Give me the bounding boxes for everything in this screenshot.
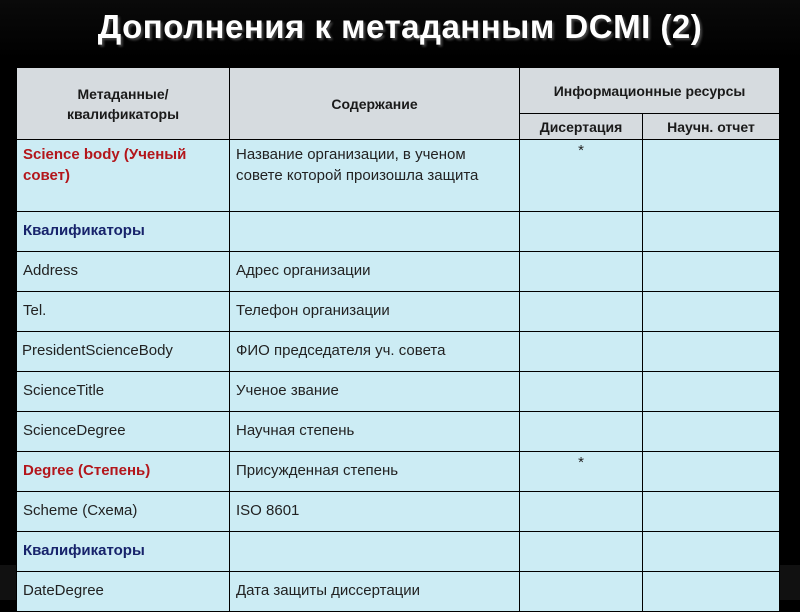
table-row — [17, 332, 780, 372]
row-dissertation-mark — [526, 332, 636, 334]
row-name: DateDegree — [23, 582, 104, 599]
header-report: Научн. отчет — [643, 114, 780, 140]
row-name: Tel. — [23, 302, 47, 319]
row-name: PresidentScienceBody — [22, 342, 173, 359]
header-content: Содержание — [230, 68, 520, 140]
row-content: Дата защиты диссертации — [236, 582, 421, 599]
header-dissertation: Дисертация — [520, 114, 643, 140]
table-row — [17, 140, 780, 212]
table-row — [17, 212, 780, 252]
row-name: Квалификаторы — [23, 222, 145, 239]
row-dissertation-mark — [526, 252, 636, 254]
row-content: Ученое звание — [236, 382, 339, 399]
table-row — [17, 532, 780, 572]
header-resources: Информационные ресурсы — [520, 68, 780, 114]
row-dissertation-mark — [526, 572, 636, 574]
row-name: Address — [23, 262, 79, 279]
row-content: Телефон организации — [236, 302, 390, 319]
row-name: ScienceTitle — [23, 382, 105, 399]
row-content: Научная степень — [236, 422, 355, 439]
table-row — [17, 292, 780, 332]
row-dissertation-mark — [526, 372, 636, 374]
row-name: Scheme (Схема) — [23, 502, 138, 519]
row-name: Квалификаторы — [23, 542, 145, 559]
row-content — [236, 212, 513, 221]
row-name: ScienceDegree — [23, 422, 126, 439]
row-dissertation-mark: * — [578, 142, 584, 159]
table-row — [17, 252, 780, 292]
row-content: Присужденная степень — [236, 462, 399, 479]
row-content: Название организации, в ученом совете которой произошла защита — [236, 146, 479, 184]
table-row — [17, 492, 780, 532]
metadata-table — [16, 67, 780, 612]
row-name: Degree (Степень) — [23, 462, 151, 479]
row-name: Science body (Ученый совет) — [23, 146, 187, 184]
header-metadata: Метаданные/ квалификаторы — [17, 68, 230, 140]
slide-title: Дополнения к метаданным DCMI (2) — [97, 8, 703, 45]
row-dissertation-mark — [526, 292, 636, 294]
table-row — [17, 452, 780, 492]
row-dissertation-mark — [526, 532, 636, 534]
table-row — [17, 412, 780, 452]
row-content — [236, 532, 513, 541]
row-content: ISO 8601 — [236, 502, 300, 519]
row-dissertation-mark — [526, 492, 636, 494]
row-content: Адрес организации — [236, 262, 371, 279]
table-row — [17, 572, 780, 612]
row-content: ФИО председателя уч. совета — [236, 342, 446, 359]
row-dissertation-mark: * — [578, 454, 584, 471]
row-dissertation-mark — [526, 212, 636, 214]
table-row — [17, 372, 780, 412]
row-dissertation-mark — [526, 412, 636, 414]
